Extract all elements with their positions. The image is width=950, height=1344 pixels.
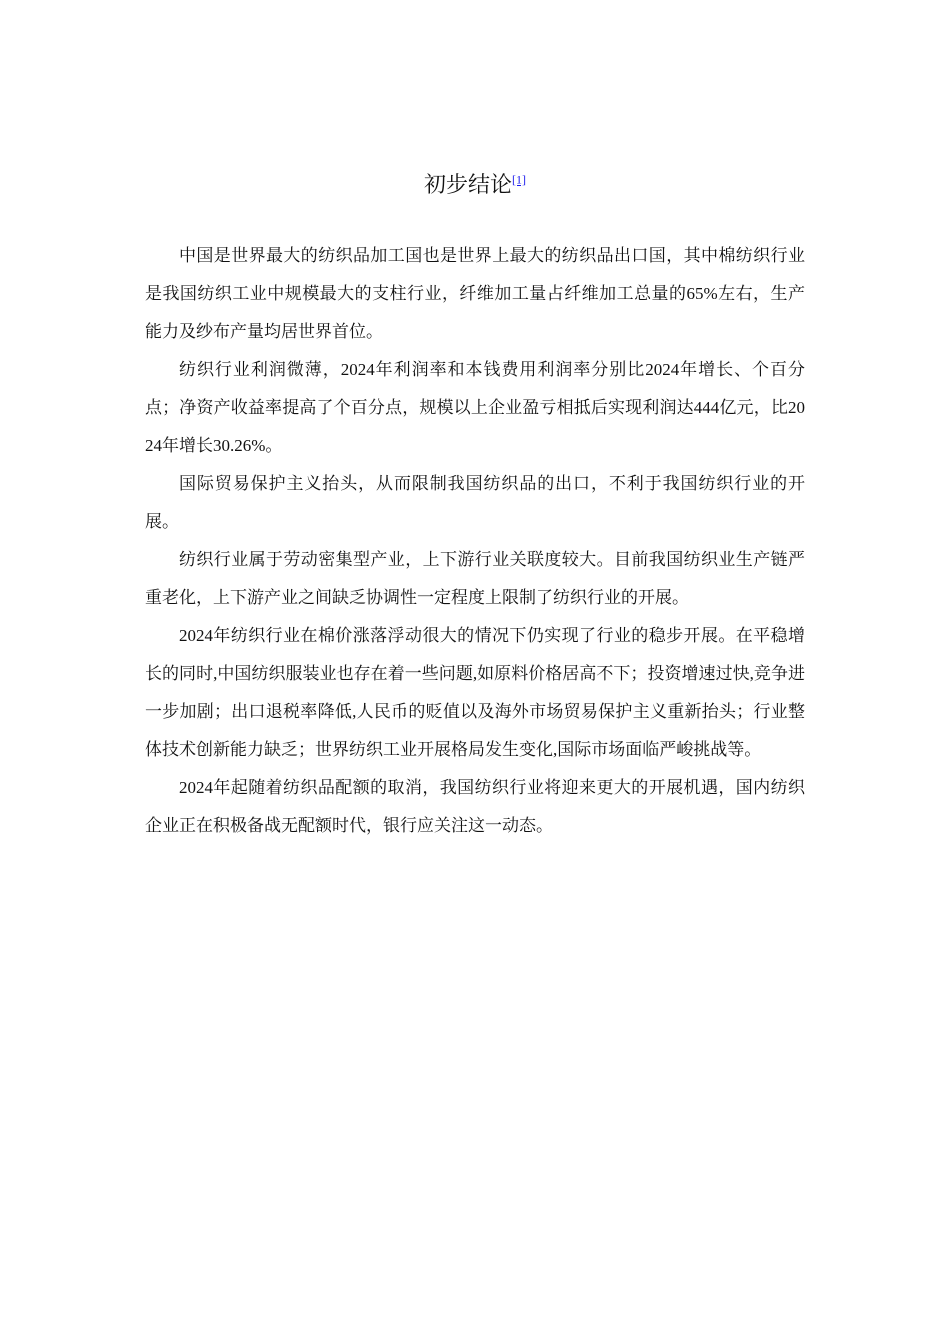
paragraph-2: 纺织行业利润微薄，2024年利润率和本钱费用利润率分别比2024年增长、个百分点；净资产收益率提高了个百分点，规模以上企业盈亏相抵后实现利润达444亿元，比2024年增长30.26%。 <box>145 360 805 455</box>
page-title <box>0 170 950 202</box>
paragraph-4: 纺织行业属于劳动密集型产业，上下游行业关联度较大。目前我国纺织业生产链严重老化，上下游产业之间缺乏协调性一定程度上限制了纺织行业的开展。 <box>145 550 805 607</box>
document-body <box>145 237 805 845</box>
paragraph-1: 中国是世界最大的纺织品加工国也是世界上最大的纺织品出口国，其中棉纺织行业是我国纺织工业中规模最大的支柱行业，纤维加工量占纤维加工总量的65%左右，生产能力及纱布产量均居世界首位。 <box>145 246 805 341</box>
paragraph-3: 国际贸易保护主义抬头，从而限制我国纺织品的出口，不利于我国纺织行业的开展。 <box>145 474 805 531</box>
title-text: 初步结论 <box>423 173 512 198</box>
paragraph-5: 2024年纺织行业在棉价涨落浮动很大的情况下仍实现了行业的稳步开展。在平稳增长的同时,中国纺织服装业也存在着一些问题,如原料价格居高不下；投资增速过快,竞争进一步加剧；出口退税率降低,人民币的贬值以及海外市场贸易保护主义重新抬头；行业整体技术创新能力缺乏；世界纺织工业开展格局发生变化,国际市场面临严峻挑战等。 <box>145 626 805 759</box>
paragraph-6: 2024年起随着纺织品配额的取消，我国纺织行业将迎来更大的开展机遇，国内纺织企业正在积极备战无配额时代，银行应关注这一动态。 <box>145 778 805 835</box>
footnote-reference-link[interactable]: [1] <box>512 172 526 187</box>
